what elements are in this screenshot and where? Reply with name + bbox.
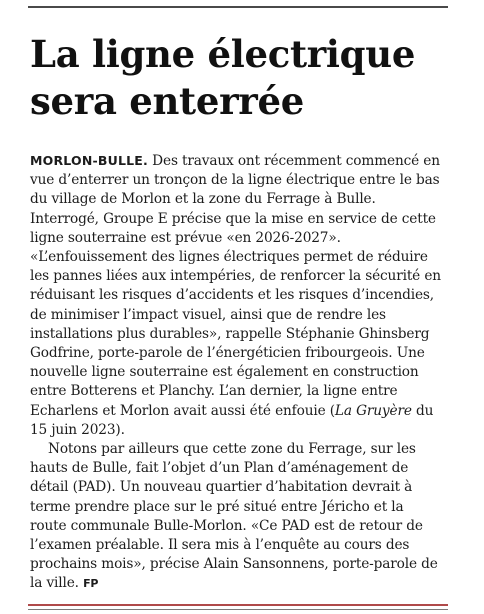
paragraph-1-text: Des travaux ont récemment commencé en vue d’enterrer un tronçon de la ligne électrique entre le bas du village de Morlon et la zone du Ferrage à Bulle. Interrogé, Groupe E précise que la mise en service de cette ligne souterraine est prévue «en 2026-2027». «L’enfouissement des lignes électriques permet de réduire les pannes liées aux intempéries, de renforcer la sécurité en réduisant les risques d’accidents et les risques d’incendies, de minimiser l’impact visuel, ainsi que de rendre les installations plus durables», rappelle Stéphanie Ghinsberg Godfrine, porte-parole de l’énergéticien fribourgeois. Une nouvelle ligne souterraine est également en construction entre Botterens et Planchy. L’an dernier, la ligne entre Echarlens et Morlon avait aussi été enfouie ( [30, 153, 441, 419]
article-body [30, 151, 442, 594]
author-signature: FP [83, 577, 99, 591]
top-rule [28, 6, 448, 8]
dateline: MORLON-BULLE. [30, 153, 148, 168]
paragraph-2 [30, 440, 442, 594]
citation-source: La Gruyère [334, 402, 412, 419]
paragraph-2-text: Notons par ailleurs que cette zone du Ferrage, sur les hauts de Bulle, fait l’objet d’un Plan d’aménagement de détail (PAD). Un nouveau quartier d’habitation devrait à terme prendre place sur le pré situé entre Jéricho et la route communale Bulle-Morlon. «Ce PAD est de retour de l’examen préalable. Il sera mis à l’enquête au cours des prochains mois», précise Alain Sansonnens, porte-parole de la ville. [30, 441, 438, 592]
paragraph-1-end: du 15 juin 2023). [30, 402, 434, 438]
article-headline: La ligne électrique sera enterrée [30, 32, 416, 123]
bottom-rule-secondary [28, 609, 448, 610]
paragraph-1 [30, 151, 442, 440]
bottom-rule [28, 604, 448, 606]
